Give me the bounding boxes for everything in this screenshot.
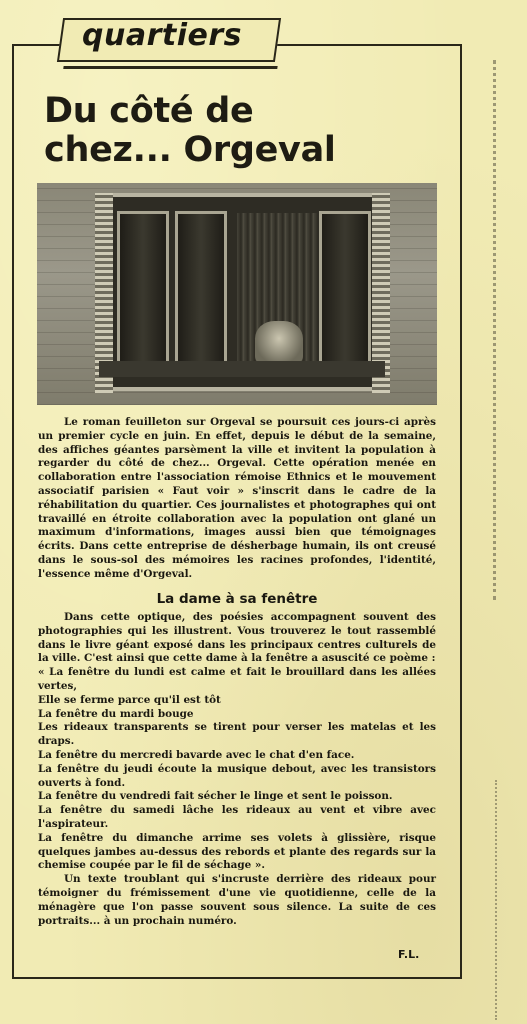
article-photo	[37, 183, 437, 405]
poem-line: « La fenêtre du lundi est calme et fait le brouillard dans les allées vertes,	[38, 666, 436, 692]
photo-woman-figure	[255, 321, 303, 365]
photo-window-pane	[117, 211, 169, 371]
article-title-line2: chez... Orgeval	[44, 130, 336, 170]
poem-line: La fenêtre du dimanche arrime ses volets à glissière, risque quelques jambes au-dessus des rebords et plante des regards sur la chemise coupée par le fil de séchage ».	[38, 831, 436, 872]
photo-window-pane	[175, 211, 227, 371]
article-body	[38, 611, 436, 928]
photo-window-pane	[319, 211, 371, 371]
closing-paragraph: Un texte troublant qui s'incruste derrière des rideaux pour témoigner du frémissement d'une vie quotidienne, celle de la ménagère que l'on passe souvent sous silence. La suite de ces portraits... à un prochain numéro.	[38, 873, 436, 927]
body-paragraph: Dans cette optique, des poésies accompagnent souvent des photographies qui les illustrent. Vous trouverez le tout rassemblé dans le livre géant exposé dans les principaux centres culturels de la ville. C'est ainsi que cette dame à la fenêtre a asuscité ce poème :	[38, 611, 436, 665]
article-title-line1: Du côté de	[44, 91, 254, 131]
intro-paragraph: Le roman feuilleton sur Orgeval se poursuit ces jours-ci après un premier cycle en juin. En effet, depuis le début de la semaine, des affiches géantes parsèment la ville et invitent la population à regarder du côté de chez... Orgeval. Cette opération menée en collaboration entre l'association rémoise Ethnics et le mouvement associatif parisien « Faut voir » s'inscrit dans le cadre de la réhabilitation du quartier. Ces journalistes et photographes qui ont travaillé en étroite collaboration avec la population ont glané un maximum d'informations, images aussi bien que témoignages écrits. Dans cette entreprise de désherbage humain, ils ont creusé dans le sous-sol des mémoires les racines profondes, l'identité, l'essence même d'Orgeval.	[38, 416, 436, 580]
poem-line: La fenêtre du samedi lâche les rideaux au vent et vibre avec l'aspirateur.	[38, 804, 436, 830]
article-title	[44, 92, 444, 170]
perforation-edge	[493, 60, 496, 600]
poem-line: Les rideaux transparents se tirent pour verser les matelas et les draps.	[38, 721, 436, 748]
poem-line: La fenêtre du mercredi bavarde avec le chat d'en face.	[38, 748, 355, 761]
section-label: quartiers	[82, 18, 242, 53]
photo-window-sill	[99, 361, 385, 377]
poem-line: La fenêtre du jeudi écoute la musique debout, avec les transistors ouverts à fond.	[38, 762, 436, 789]
article-intro	[38, 416, 436, 582]
perforation-edge-lower	[495, 780, 497, 1020]
poem-line: Elle se ferme parce qu'il est tôt	[38, 693, 221, 706]
poem-line: La fenêtre du vendredi fait sécher le linge et sent le poisson.	[38, 790, 393, 803]
poem-line: La fenêtre du mardi bouge	[38, 707, 194, 720]
author-signature: F.L.	[398, 948, 420, 961]
section-tab-underline	[63, 58, 279, 69]
article-subhead: La dame à sa fenêtre	[156, 591, 318, 607]
